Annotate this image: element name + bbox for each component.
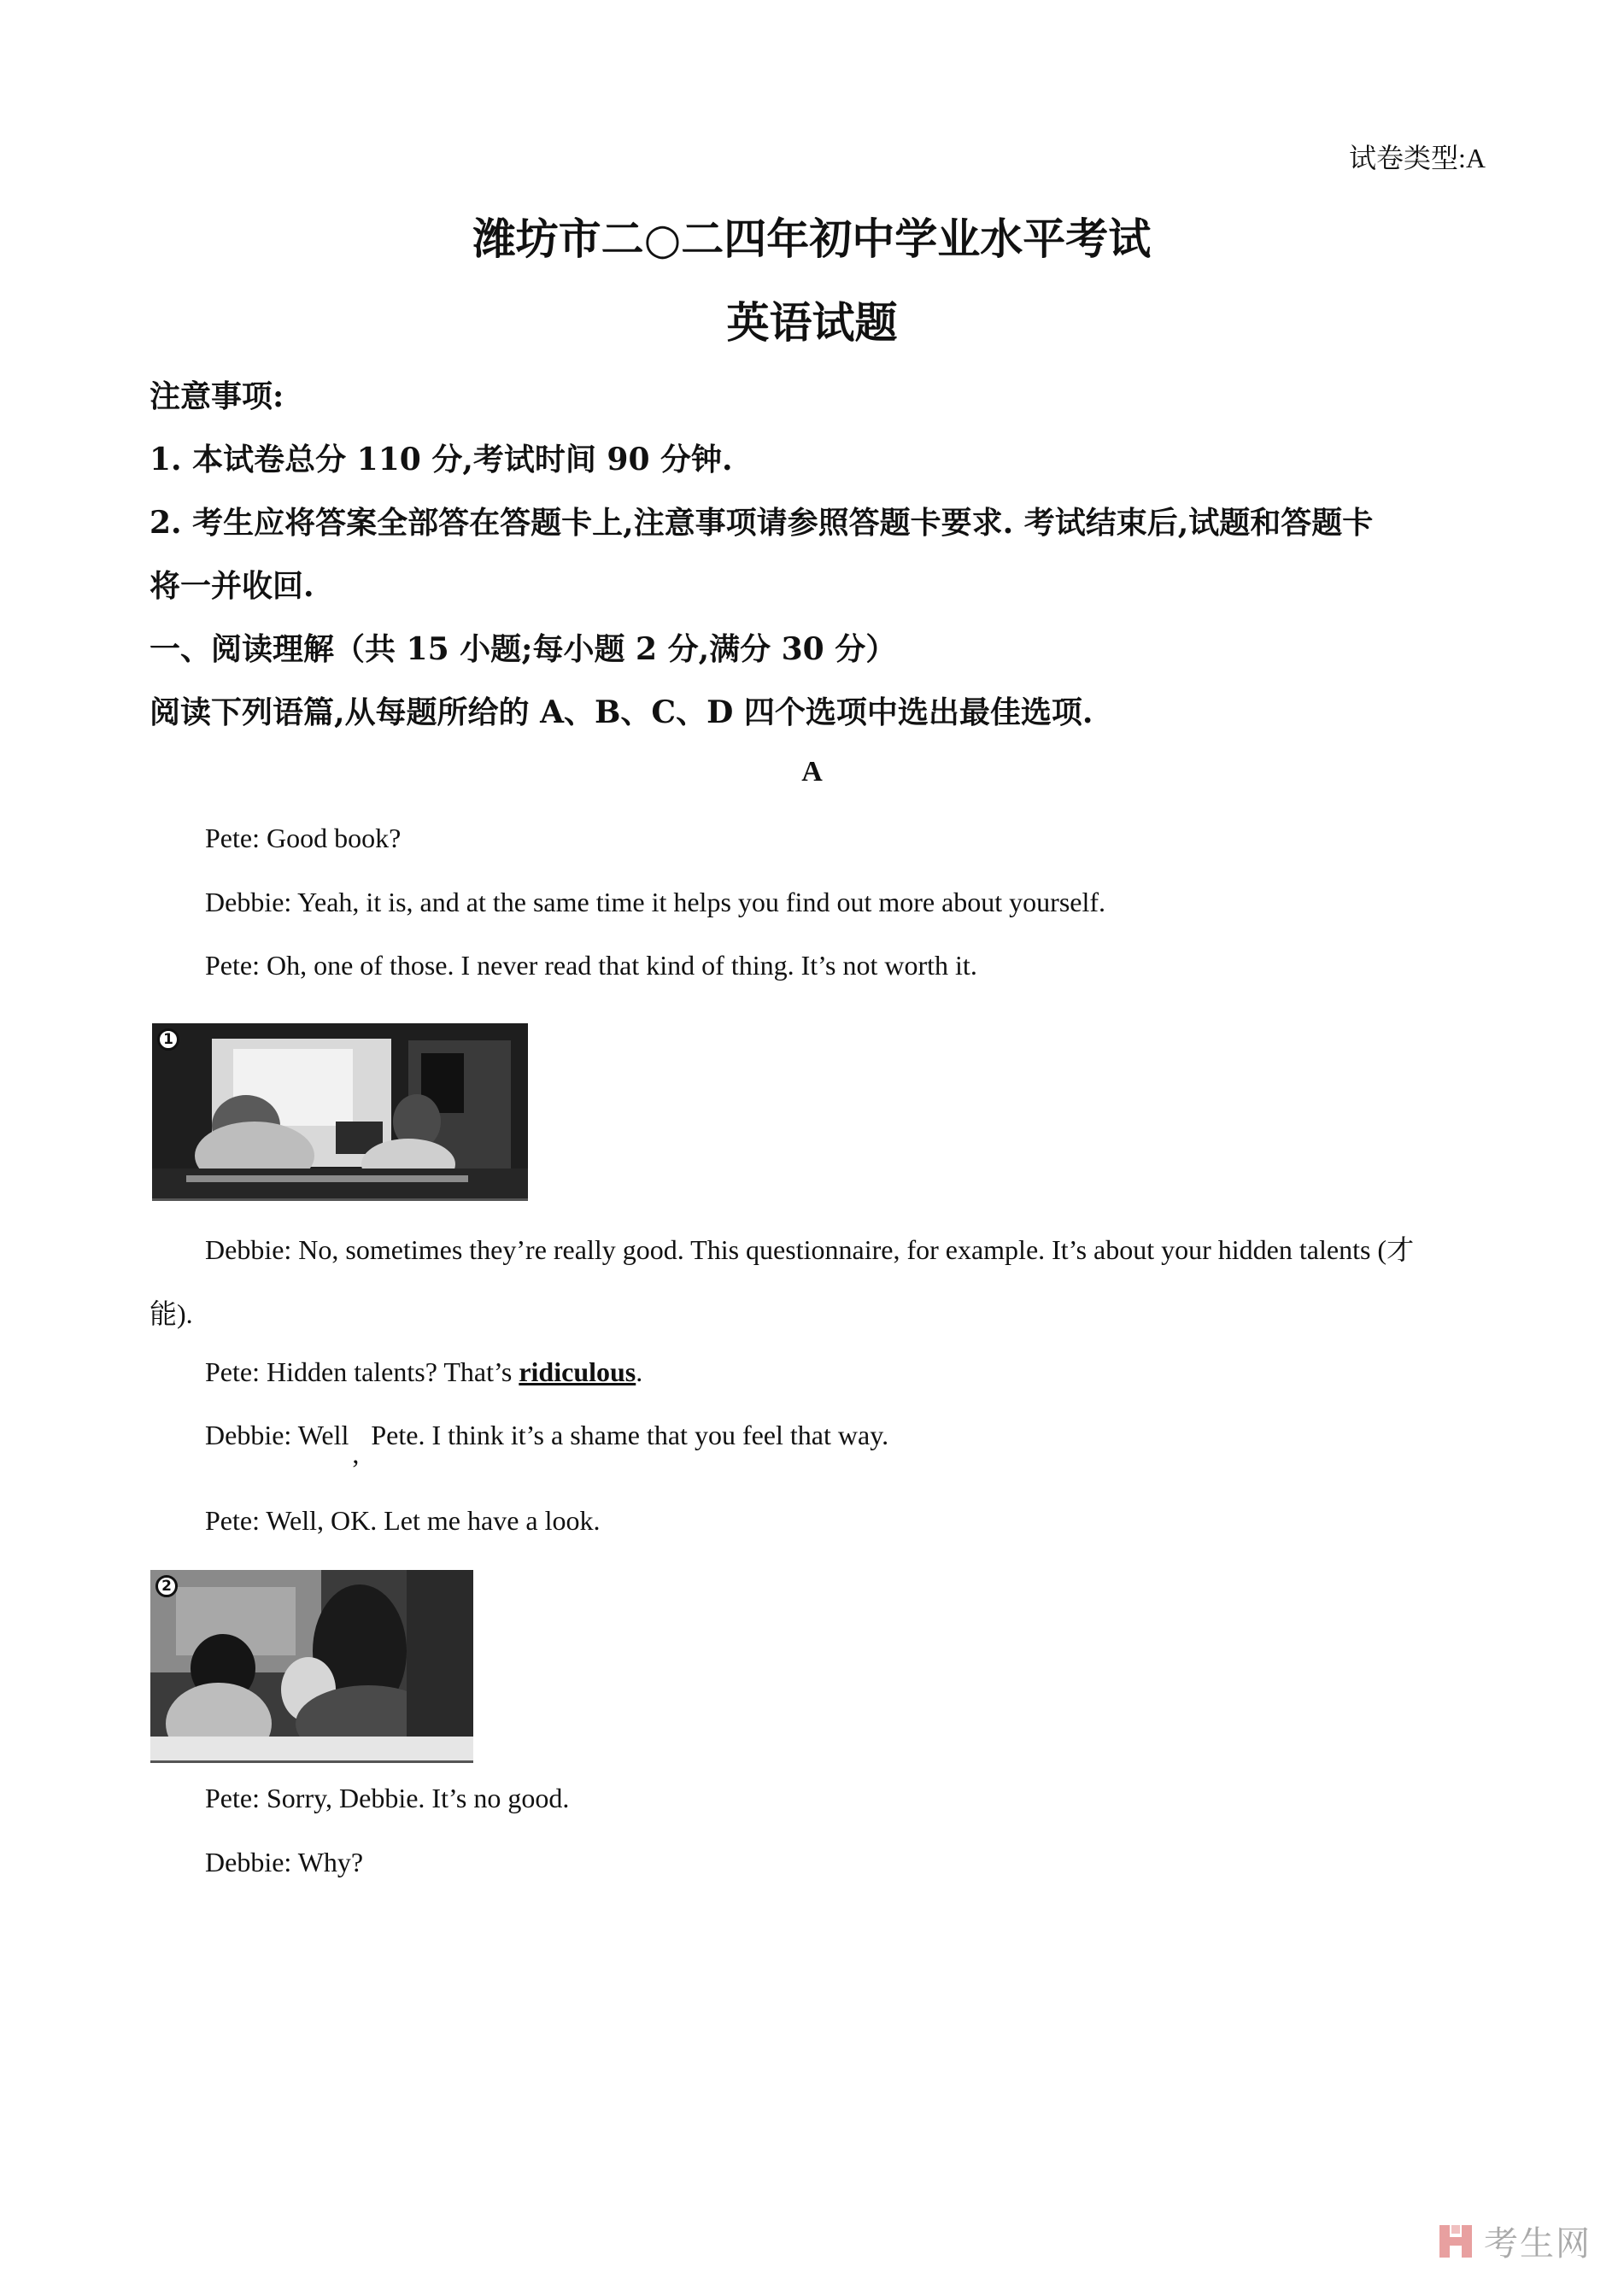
- comic-photo-2: [150, 1570, 473, 1763]
- kaosheng-logo-icon: [1436, 2222, 1475, 2261]
- watermark-text: 考生网: [1484, 2224, 1592, 2264]
- dialogue-line-4: Debbie: No, sometimes they’re really good. This questionnaire, for example. It’s about your hidden talents (才: [205, 1234, 1415, 1265]
- dialogue-line-6-comma: ,: [352, 1438, 360, 1469]
- section-instruction: 阅读下列语篇,从每题所给的 A、B、C、D 四个选项中选出最佳选项.: [150, 694, 1093, 730]
- notice-item-2-line-1: 2. 考生应将答案全部答在答题卡上,注意事项请参照答题卡要求. 考试结束后,试题和答题卡: [150, 505, 1374, 541]
- notice-item-2-line-2: 将一并收回.: [150, 568, 314, 604]
- comic-photo-1: [152, 1023, 528, 1201]
- dialogue-line-6: [205, 1420, 889, 1469]
- photo-2-illustration: [150, 1570, 473, 1760]
- section-heading: 一、阅读理解（共 15 小题;每小题 2 分,满分 30 分）: [150, 631, 897, 667]
- dialogue-line-4-continued: 能).: [150, 1298, 193, 1329]
- notice-heading: 注意事项:: [150, 378, 284, 414]
- photo-number-badge: 1: [157, 1028, 179, 1051]
- notice-item-1: 1. 本试卷总分 110 分,考试时间 90 分钟.: [150, 442, 733, 477]
- watermark-logo: [1436, 2217, 1592, 2265]
- photo-number-badge: 2: [155, 1575, 178, 1597]
- dialogue-line-5: [205, 1356, 642, 1388]
- dialogue-line-3: Pete: Oh, one of those. I never read that kind of thing. It’s not worth it.: [205, 950, 977, 981]
- photo-1-illustration: [152, 1023, 528, 1198]
- exam-type-label: 试卷类型:A: [1348, 143, 1486, 173]
- dialogue-line-2: Debbie: Yeah, it is, and at the same time it helps you find out more about yourself.: [205, 887, 1106, 917]
- dialogue-line-5-suffix: .: [636, 1356, 643, 1387]
- exam-title: 潍坊市二○二四年初中学业水平考试: [472, 214, 1152, 264]
- dialogue-line-7: Pete: Well, OK. Let me have a look.: [205, 1505, 601, 1536]
- exam-subtitle: 英语试题: [726, 297, 898, 348]
- dialogue-line-9: Debbie: Why?: [205, 1847, 364, 1877]
- passage-label: A: [801, 756, 823, 788]
- dialogue-line-1: Pete: Good book?: [205, 823, 402, 853]
- vocabulary-word-ridiculous: ridiculous: [519, 1356, 636, 1387]
- dialogue-line-6-end: Pete. I think it’s a shame that you feel that way.: [371, 1420, 889, 1450]
- dialogue-line-5-prefix: Pete: Hidden talents? That’s: [205, 1356, 519, 1387]
- dialogue-line-6-start: Debbie: Well: [205, 1420, 349, 1450]
- dialogue-line-8: Pete: Sorry, Debbie. It’s no good.: [205, 1783, 570, 1813]
